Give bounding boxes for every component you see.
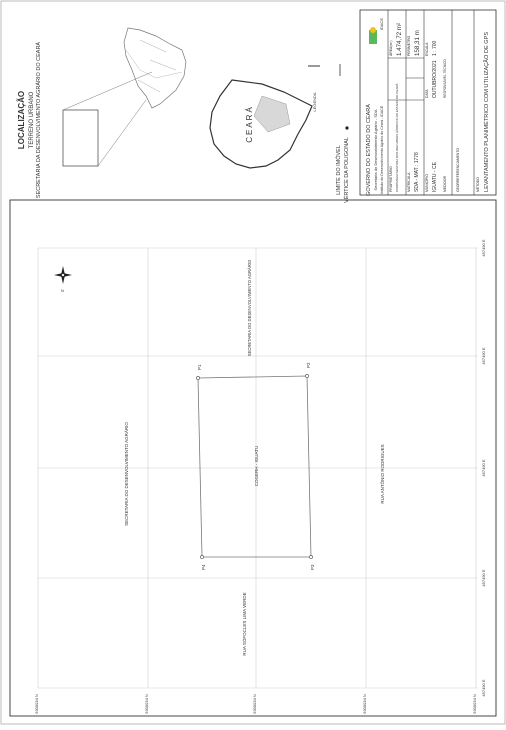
gov-line1: GOVERNO DO ESTADO DO CEARÁ bbox=[366, 104, 372, 196]
legend bbox=[335, 64, 350, 203]
vertex-p1 bbox=[196, 376, 199, 379]
method-label: MÉTODO bbox=[476, 177, 480, 192]
escala-label: ESCALA bbox=[425, 42, 429, 56]
owner-line: SECRETARIA DA DESENVOLVIMENTO AGRÁRIO DO CEARÁ bbox=[36, 41, 42, 199]
vertex-p3 bbox=[309, 555, 312, 558]
geo-label: GEORREFERENCIAMENTO bbox=[456, 147, 460, 192]
connector-1 bbox=[63, 72, 152, 110]
map-frame bbox=[10, 200, 496, 716]
method-value: LEVANTAMENTO PLANIMÉTRICO COM UTILIZAÇÃO DE GPS bbox=[484, 31, 490, 192]
escala-value: 1 : 700 bbox=[432, 40, 438, 56]
street-right-label: RUA ANTÔNIO RODRIGUES bbox=[380, 444, 385, 504]
connector-2 bbox=[98, 100, 146, 166]
perimetro-label: PERÍMETRO bbox=[407, 35, 411, 56]
location-panel bbox=[17, 28, 320, 198]
vertex-p2 bbox=[305, 374, 308, 377]
location-title: LOCALIZAÇÃO bbox=[17, 90, 26, 150]
legend-property-limit: LIMITE DO IMÓVEL bbox=[336, 145, 342, 195]
coord-n-3: 9300034 N bbox=[252, 694, 257, 714]
state-label: CEARÁ bbox=[245, 105, 254, 143]
vertex-label-p1: P1 bbox=[197, 364, 202, 370]
coord-e-3: 457490 E bbox=[481, 459, 486, 477]
municipality-inner-roads bbox=[126, 50, 182, 78]
proprietario-value: COMPANHIA GESTORA DOS RECURSOS HÍDRICOS DO ESTADO DO CEARÁ bbox=[395, 83, 399, 192]
coord-e-5: 457490 E bbox=[481, 679, 486, 697]
coord-n-1: 9300034 N bbox=[34, 694, 39, 714]
neighbor-left-label: SECRETARIA DO DESENVOLVIMENTO AGRÁRIO bbox=[124, 422, 129, 526]
vertex-p4 bbox=[200, 555, 203, 558]
parcel-label: COGERH - IGUATU bbox=[254, 445, 259, 487]
main-map bbox=[10, 200, 496, 716]
north-label: N bbox=[61, 288, 64, 293]
coord-n-2: 9300034 N bbox=[144, 694, 149, 714]
north-arrow-icon bbox=[54, 266, 72, 284]
region-highlight bbox=[254, 96, 290, 132]
logo-text: IDACE bbox=[379, 18, 384, 31]
area-label: ÁREA(m²) bbox=[389, 40, 393, 56]
municipio-label: MUNICÍPIO bbox=[425, 174, 429, 192]
data-label: DATA bbox=[425, 89, 429, 98]
idace-logo-sun bbox=[370, 27, 376, 33]
vertex-label-p4: P4 bbox=[201, 564, 206, 570]
area-value: 1.474,72 m² bbox=[396, 22, 403, 56]
inset-box bbox=[63, 110, 98, 166]
gov-line3: Instituto do Desenvolvimento Agrário do Ceará - IDACE bbox=[380, 105, 384, 195]
vertex-label-p3: P3 bbox=[310, 564, 315, 570]
coord-e-1: 457490 E bbox=[481, 239, 486, 257]
municipality-shape bbox=[124, 28, 186, 108]
coord-n-5: 9300034 N bbox=[472, 694, 477, 714]
coord-e-4: 457490 E bbox=[481, 569, 486, 587]
coord-n-4: 9300034 N bbox=[362, 694, 367, 714]
gov-line2: Secretaria do Desenvolvimento Agrário - SDA bbox=[373, 109, 378, 191]
data-value: OUTUBRO/2021 bbox=[432, 60, 438, 98]
proprietario-label: PROPRIETÁRIO bbox=[389, 166, 393, 192]
matricula-label: MATRÍCULA bbox=[407, 172, 411, 192]
street-bottom-label: RUA SÓFOCLES LIMA VERDE bbox=[242, 592, 247, 656]
perimetro-value: 158,31 m bbox=[414, 30, 421, 56]
legend-vertex-symbol bbox=[345, 126, 348, 129]
legend-polygon-vertex: VÉRTICE DA POLIGONAL bbox=[344, 137, 350, 203]
neighbor-top-label: SECRETARIA DO DESENVOLVIMENTO AGRÁRIO bbox=[247, 259, 252, 357]
vertex-label-p2: P2 bbox=[306, 362, 311, 368]
coord-e-2: 457490 E bbox=[481, 347, 486, 365]
matricula-value: SDA - MAT : 1778 bbox=[414, 152, 420, 192]
legend-small: LEGENDA bbox=[312, 92, 317, 112]
municipio-value: IGUATU - CE bbox=[432, 162, 438, 192]
municipality-roads bbox=[138, 40, 176, 92]
resp-label: RESPONSÁVEL TÉCNICO bbox=[443, 59, 447, 98]
terrain-type: TERRENO URBANO bbox=[29, 91, 35, 149]
title-block bbox=[360, 10, 496, 196]
medidor-label: MEDIDOR bbox=[443, 175, 447, 192]
